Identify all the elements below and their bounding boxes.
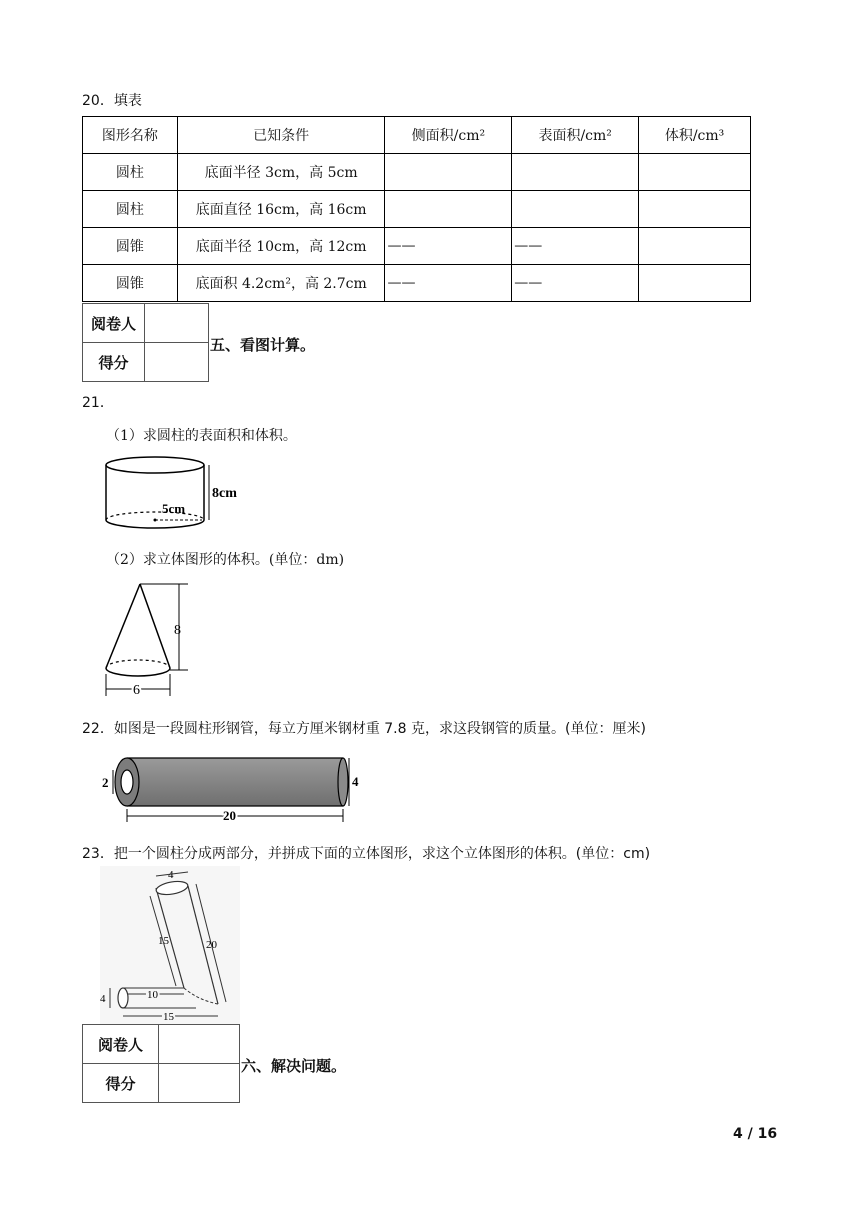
cone-diameter-label: 6 xyxy=(133,683,140,698)
cell-condition: 底面直径 16cm，高 16cm xyxy=(177,191,385,228)
combined-figure xyxy=(100,866,240,1024)
table-header-row xyxy=(83,117,751,154)
score-label: 得分 xyxy=(83,1064,159,1103)
cell-condition: 底面半径 3cm，高 5cm xyxy=(177,154,385,191)
cell-volume xyxy=(639,228,751,265)
cell-lateral xyxy=(385,154,512,191)
cell-name: 圆柱 xyxy=(83,191,178,228)
section-title: 六、解决问题。 xyxy=(241,1057,347,1075)
header-surface-area: 表面积/cm² xyxy=(512,117,639,154)
cell-surface: —— xyxy=(512,265,639,302)
question-21-part2: （2）求立体图形的体积。(单位：dm) xyxy=(106,552,345,568)
cylinder-figure xyxy=(100,455,240,535)
pipe-figure xyxy=(100,750,370,826)
question-20-title: 20．填表 xyxy=(82,93,142,109)
top-diameter-label: 4 xyxy=(168,869,174,881)
cone-figure xyxy=(100,578,200,700)
question-22: 22．如图是一段圆柱形钢管，每立方厘米钢材重 7.8 克，求这段钢管的质量。(单位：厘米) xyxy=(82,721,646,737)
cell-surface: —— xyxy=(512,228,639,265)
header-lateral-area: 侧面积/cm² xyxy=(385,117,512,154)
table-row xyxy=(83,191,751,228)
cell-volume xyxy=(639,265,751,302)
header-condition: 已知条件 xyxy=(177,117,385,154)
page-number: 4 / 16 xyxy=(733,1126,778,1142)
header-volume: 体积/cm³ xyxy=(639,117,751,154)
reviewer-label: 阅卷人 xyxy=(83,1025,159,1064)
cell-volume xyxy=(639,154,751,191)
reviewer-blank xyxy=(145,304,209,343)
pipe-inner-label: 2 xyxy=(102,775,109,790)
cylinder-radius-label: 5cm xyxy=(162,501,186,516)
section-title: 五、看图计算。 xyxy=(210,336,316,354)
cell-name: 圆锥 xyxy=(83,228,178,265)
cell-lateral: —— xyxy=(385,228,512,265)
cell-volume xyxy=(639,191,751,228)
score-blank xyxy=(159,1064,240,1103)
fill-table xyxy=(82,116,751,302)
reviewer-label: 阅卷人 xyxy=(83,304,145,343)
grading-box xyxy=(82,303,209,382)
pipe-length-label: 20 xyxy=(223,808,236,823)
cell-condition: 底面积 4.2cm²，高 2.7cm xyxy=(177,265,385,302)
small-diameter-label: 4 xyxy=(100,993,106,1005)
cylinder-height-label: 8cm xyxy=(212,486,237,501)
table-row xyxy=(83,154,751,191)
question-21-part1: （1）求圆柱的表面积和体积。 xyxy=(106,428,297,444)
bottom-length-label: 15 xyxy=(163,1011,174,1023)
cell-lateral: —— xyxy=(385,265,512,302)
score-blank xyxy=(145,343,209,382)
left-length-label: 15 xyxy=(158,935,169,947)
cell-surface xyxy=(512,191,639,228)
table-row xyxy=(83,228,751,265)
reviewer-blank xyxy=(159,1025,240,1064)
grading-box xyxy=(82,1024,240,1103)
header-shape-name: 图形名称 xyxy=(83,117,178,154)
cell-surface xyxy=(512,154,639,191)
cell-condition: 底面半径 10cm，高 12cm xyxy=(177,228,385,265)
cone-height-label: 8 xyxy=(174,623,181,638)
question-21-number: 21． xyxy=(82,395,114,411)
cell-name: 圆锥 xyxy=(83,265,178,302)
score-label: 得分 xyxy=(83,343,145,382)
cell-name: 圆柱 xyxy=(83,154,178,191)
cell-lateral xyxy=(385,191,512,228)
mid-length-label: 10 xyxy=(147,989,158,1001)
pipe-outer-label: 4 xyxy=(352,774,359,789)
question-23: 23．把一个圆柱分成两部分，并拼成下面的立体图形，求这个立体图形的体积。(单位：cm) xyxy=(82,846,651,862)
right-length-label: 20 xyxy=(206,939,217,951)
table-row xyxy=(83,265,751,302)
